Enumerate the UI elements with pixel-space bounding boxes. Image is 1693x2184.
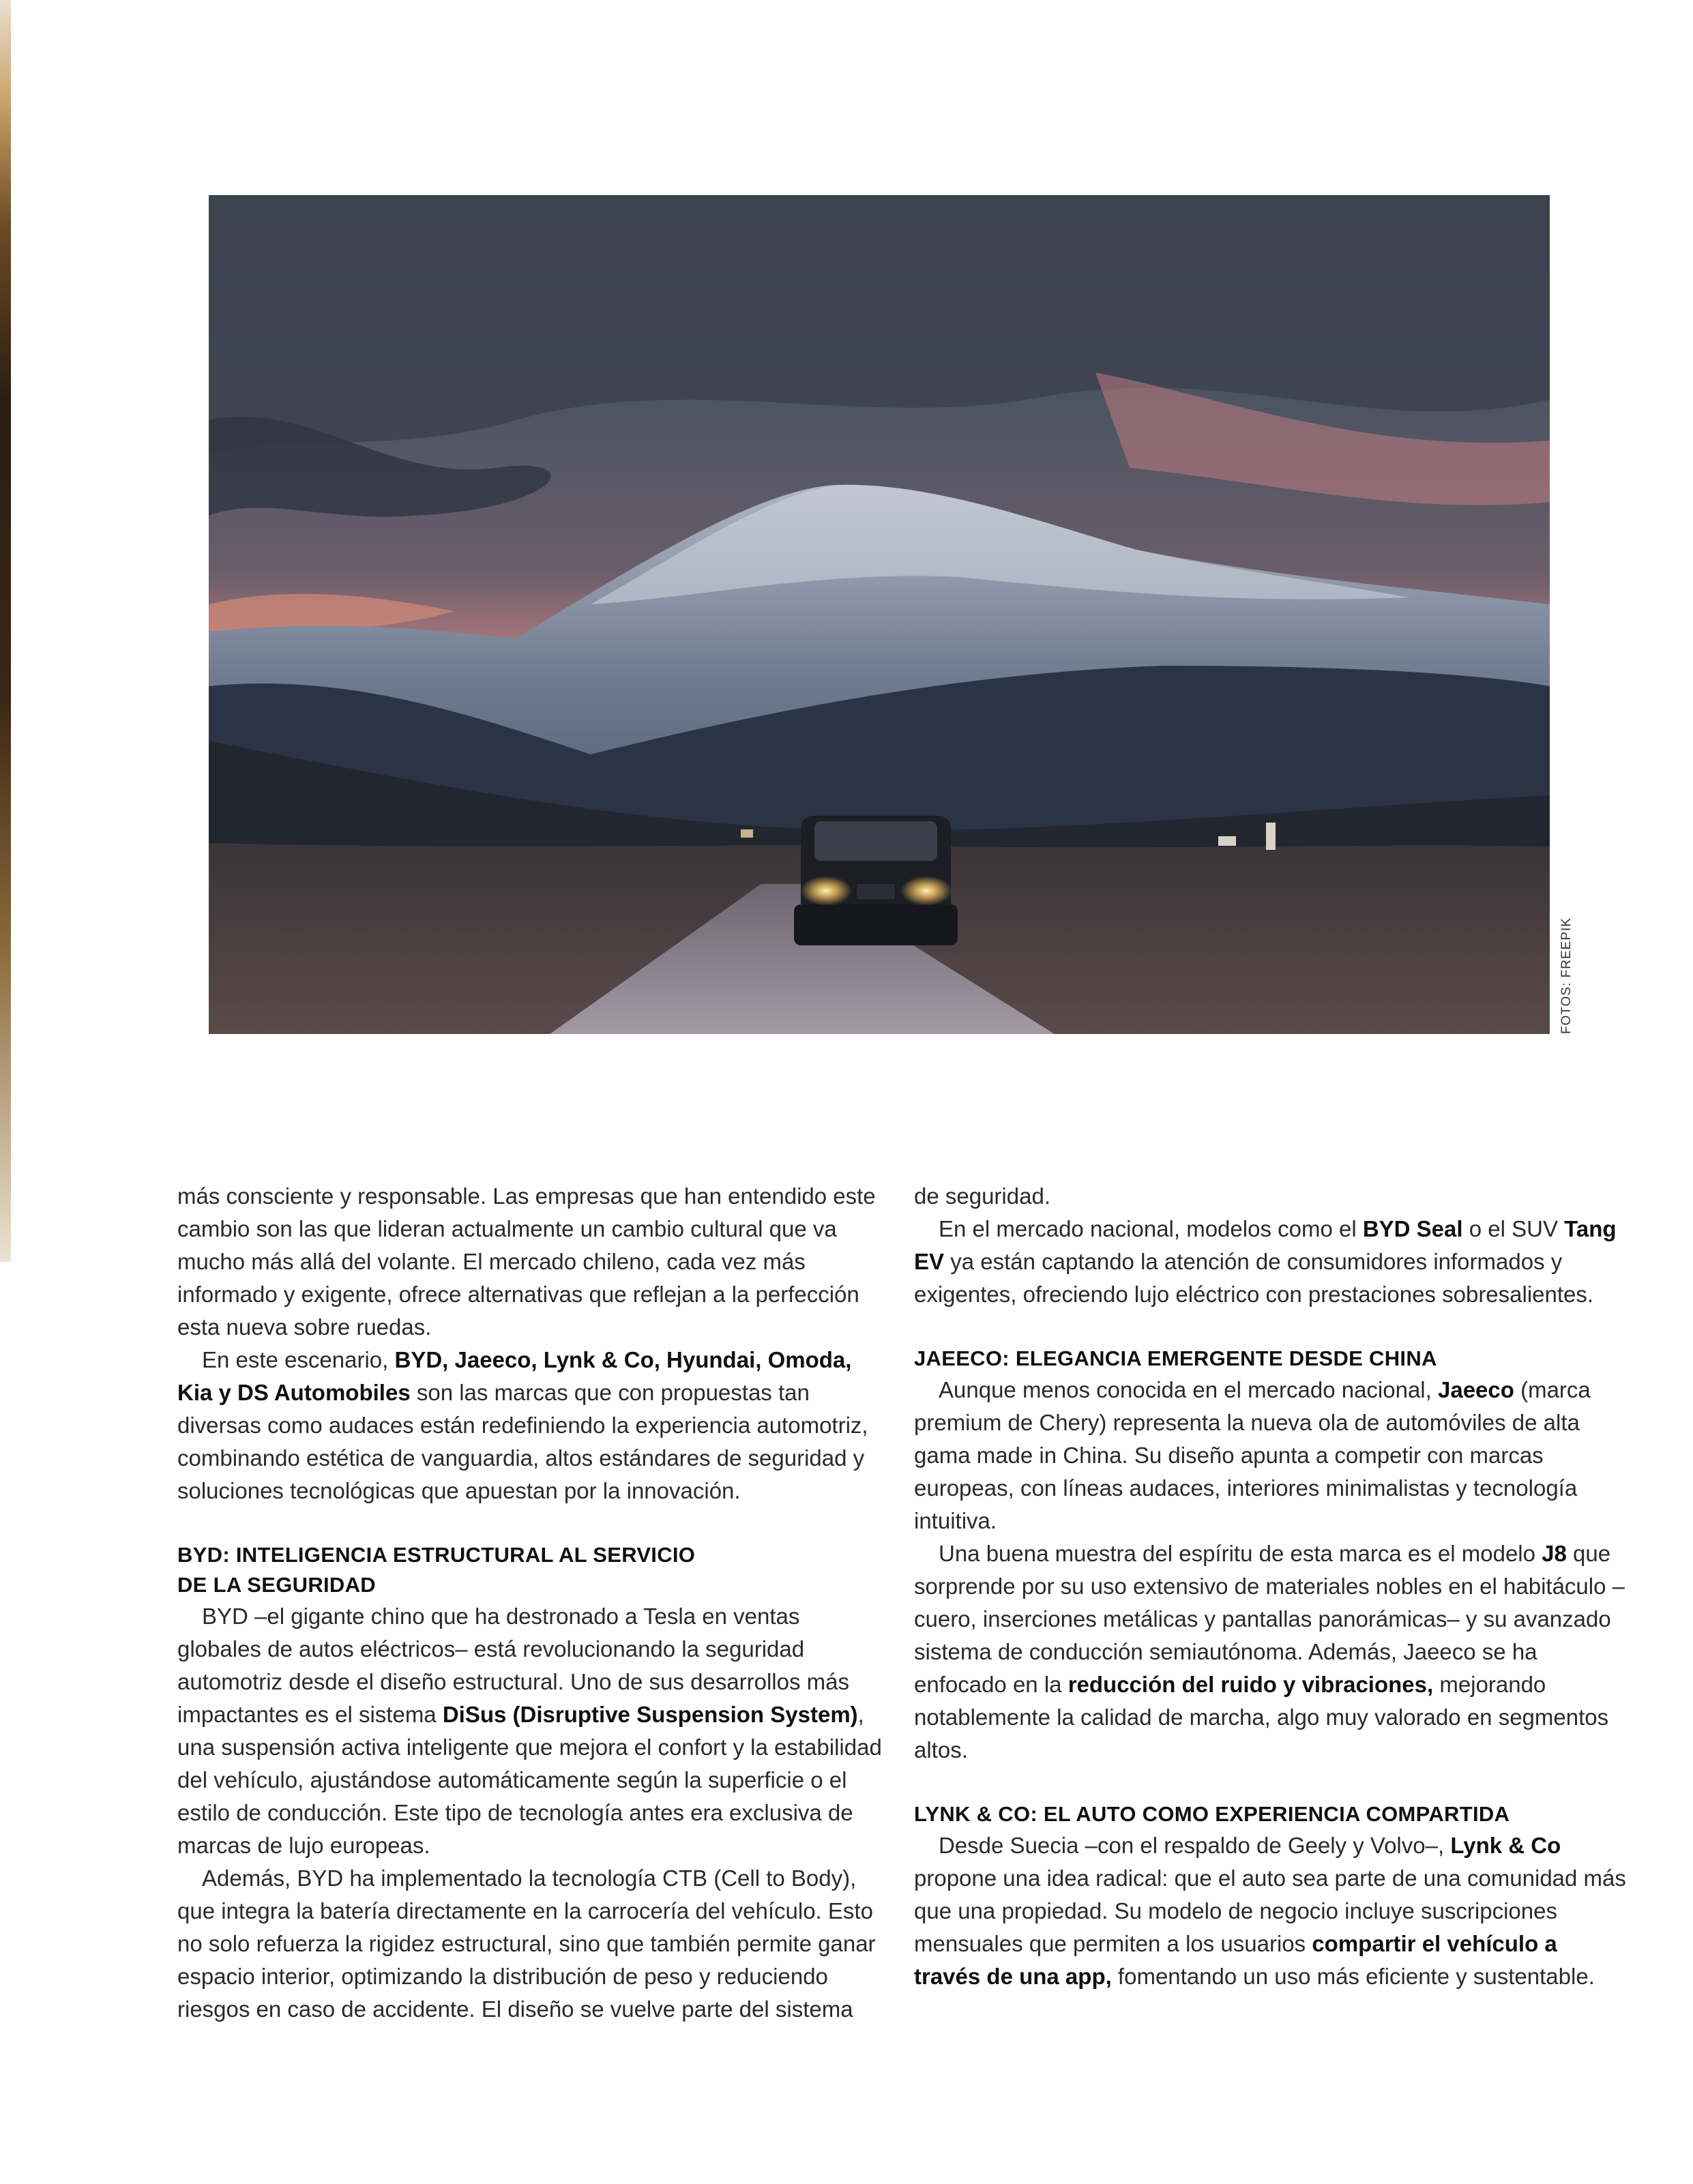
mountain-landscape-suv-photo [209, 195, 1550, 1034]
right-column [914, 1180, 1629, 1993]
paragraph: más consciente y responsable. Las empresas que han entendido este cambio son las que lideran actualmente un cambio cultural que va mucho más allá del volante. El mercado chileno, cada vez más informado y exigente, ofrece alternativas que reflejan a la perfección esta nueva sobre ruedas. [177, 1183, 876, 1340]
paragraph: En este escenario, BYD, Jaeeco, Lynk & Co, Hyundai, Omoda, Kia y DS Automobiles son las marcas que con propuestas tan diversas como audaces están redefiniendo la experiencia automotriz, combinando estética de vanguardia, altos estándares de seguridad y soluciones tecnológicas que apuestan por la innovación. [177, 1347, 868, 1503]
hero-photo [209, 195, 1550, 1034]
paragraph: Aunque menos conocida en el mercado nacional, Jaeeco (marca premium de Chery) representa la nueva ola de automóviles de alta gama made in China. Su diseño apunta a competir con marcas europeas, con líneas audaces, interiores minimalistas y tecnología intuitiva. [914, 1377, 1591, 1533]
paragraph: Desde Suecia –con el respaldo de Geely y Volvo–, Lynk & Co propone una idea radical: que el auto sea parte de una comunidad más que una propiedad. Su modelo de negocio incluye suscripciones mensuales que permiten a los usuarios compartir el vehículo a través de una app, fomentando un uso más eficiente y sustentable. [914, 1833, 1626, 1989]
left-column [177, 1180, 887, 2026]
paragraph: de seguridad. [914, 1183, 1050, 1209]
paragraph: En el mercado nacional, modelos como el BYD Seal o el SUV Tang EV ya están captando la atención de consumidores informados y exigentes, ofreciendo lujo eléctrico con prestaciones sobresalientes. [914, 1216, 1617, 1307]
photo-credit: FOTOS: FREEPIK [1559, 917, 1574, 1034]
paragraph: BYD –el gigante chino que ha destronado a Tesla en ventas globales de autos eléctricos– está revolucionando la seguridad automotriz desde el diseño estructural. Uno de sus desarrollos más impactantes es el sistema DiSus (Disruptive Suspension System), una suspensión activa inteligente que mejora el confort y la estabilidad del vehículo, ajustándose automáticamente según la superficie o el estilo de conducción. Este tipo de tecnología antes era exclusiva de marcas de lujo europeas. [177, 1604, 882, 1858]
page-edge-strip [0, 0, 11, 1262]
suv-car [794, 816, 958, 945]
section-heading-jaeeco: JAEECO: ELEGANCIA EMERGENTE DESDE CHINA [914, 1346, 1437, 1370]
paragraph: Además, BYD ha implementado la tecnología CTB (Cell to Body), que integra la batería directamente en la carrocería del vehículo. Esto no solo refuerza la rigidez estructural, sino que también permite ganar espacio interior, optimizando la distribución de peso y reduciendo riesgos en caso de accidente. El diseño se vuelve parte del sistema [177, 1865, 876, 2022]
section-heading-byd: BYD: INTELIGENCIA ESTRUCTURAL AL SERVICIO DE LA SEGURIDAD [177, 1543, 696, 1597]
section-heading-lynk: LYNK & CO: EL AUTO COMO EXPERIENCIA COMPARTIDA [914, 1802, 1510, 1826]
paragraph: Una buena muestra del espíritu de esta marca es el modelo J8 que sorprende por su uso extensivo de materiales nobles en el habitáculo –cuero, inserciones metálicas y pantallas panorámicas– y su avanzado sistema de conducción semiautónoma. Además, Jaeeco se ha enfocado en la reducción del ruido y vibraciones, mejorando notablemente la calidad de marcha, algo muy valorado en segmentos altos. [914, 1541, 1625, 1762]
